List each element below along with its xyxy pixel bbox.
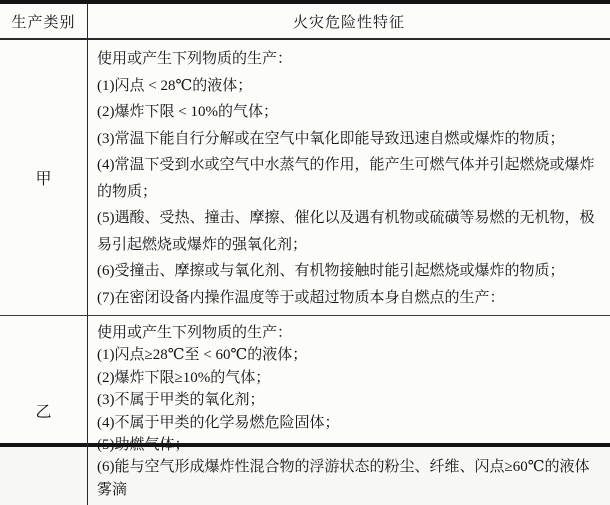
- header-label-fire-hazard-characteristics: 火灾危险性特征: [292, 14, 405, 31]
- feature-line-item1: (1)闪点≥28℃至 < 60℃的液体；: [97, 347, 308, 364]
- table-row-category-yi: [0, 316, 610, 505]
- category-label-jia: 甲: [35, 171, 52, 188]
- feature-line-item3: (3)常温下能自行分解或在空气中氧化即能导致迅速自燃或爆炸的物质；: [97, 130, 565, 147]
- feature-line-item6: (6)受撞击、摩擦或与氧化剂、有机物接触时能引起燃烧或爆炸的物质；: [97, 263, 565, 279]
- header-label-production-category: 生产类别: [11, 14, 76, 31]
- category-cell-jia: [0, 40, 88, 315]
- feature-line-item5: (5)助燃气体；: [97, 437, 190, 454]
- feature-line-item7: (7)在密闭设备内操作温度等于或超过物质本身自燃点的生产：: [97, 289, 505, 306]
- category-label-yi: 乙: [35, 404, 52, 422]
- category-cell-yi: [0, 316, 88, 505]
- feature-line-item6: (6)能与空气形成爆炸性混合物的浮游状态的粉尘、纤维、闪点≥60℃的液体雾滴: [97, 459, 590, 498]
- features-cell-jia: [88, 40, 610, 315]
- feature-line-item1: (1)闪点 < 28℃的液体；: [97, 77, 253, 94]
- feature-line-intro: 使用或产生下列物质的生产：: [97, 51, 293, 67]
- header-cell-production-category: [0, 4, 88, 38]
- feature-line-item2: (2)爆炸下限≥10%的气体；: [97, 369, 271, 386]
- feature-line-item2: (2)爆炸下限 < 10%的气体；: [97, 104, 278, 120]
- feature-line-item5: (5)遇酸、受热、撞击、摩擦、催化以及遇有机物或硫磺等易燃的无机物，极易引起燃烧或爆炸的强氧化剂；: [97, 210, 595, 253]
- table-row-category-jia: [0, 40, 610, 316]
- feature-line-item3: (3)不属于甲类的氧化剂；: [97, 392, 265, 409]
- feature-line-intro: 使用或产生下列物质的生产：: [97, 325, 293, 341]
- header-cell-fire-hazard-characteristics: [88, 4, 610, 38]
- table-header-row: [0, 4, 610, 40]
- feature-line-item4: (4)不属于甲类的化学易燃危险固体；: [97, 414, 340, 431]
- feature-line-item4: (4)常温下受到水或空气中水蒸气的作用，能产生可燃气体并引起燃烧或爆炸的物质；: [97, 157, 595, 200]
- features-cell-yi: [88, 316, 610, 505]
